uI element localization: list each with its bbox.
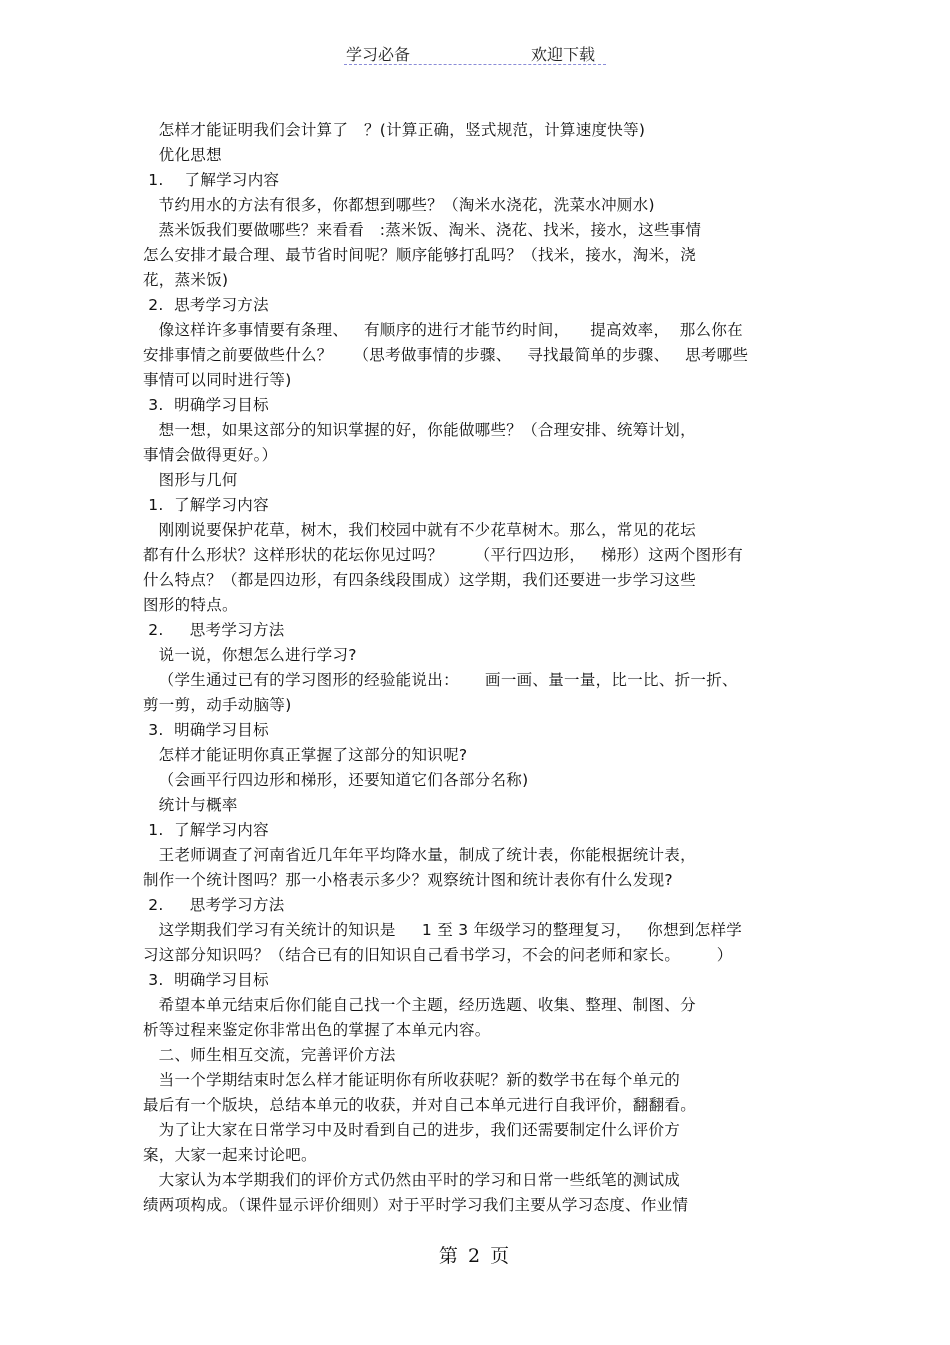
text-line: 都有什么形状？这样形状的花坛你见过吗？ （平行四边形， 梯形）这两个图形有 xyxy=(143,546,744,564)
text-line: 事情会做得更好。） xyxy=(143,446,278,464)
text-line: 案，大家一起来讨论吧。 xyxy=(143,1146,317,1164)
text-line: 析等过程来鉴定你非常出色的掌握了本单元内容。 xyxy=(143,1021,491,1039)
text-line: 王老师调查了河南省近几年年平均降水量，制成了统计表，你能根据统计表， xyxy=(143,846,696,864)
text-line: 大家认为本学期我们的评价方式仍然由平时的学习和日常一些纸笔的测试成 xyxy=(143,1171,681,1189)
text-line: 1. 了解学习内容 xyxy=(143,821,269,839)
text-line: 事情可以同时进行等) xyxy=(143,371,292,389)
text-line: 3. 明确学习目标 xyxy=(143,971,269,989)
text-line: 像这样许多事情要有条理、 有顺序的进行才能节约时间， 提高效率， 那么你在 xyxy=(143,321,743,339)
document-body xyxy=(143,118,813,1218)
text-line: 1. 了解学习内容 xyxy=(143,171,280,189)
text-line: 怎样才能证明我们会计算了 ？(计算正确，竖式规范，计算速度快等) xyxy=(143,121,646,139)
text-line: （会画平行四边形和梯形，还要知道它们各部分名称) xyxy=(143,771,529,789)
text-line: 绩两项构成。（课件显示评价细则）对于平时学习我们主要从学习态度、作业情 xyxy=(143,1196,689,1214)
text-line: 安排事情之前要做些什么？ （思考做事情的步骤、 寻找最简单的步骤、 思考哪些 xyxy=(143,346,749,364)
text-line: 想一想，如果这部分的知识掌握的好，你能做哪些？（合理安排、统筹计划， xyxy=(143,421,696,439)
text-line: 怎么安排才最合理、最节省时间呢？顺序能够打乱吗？（找米，接水，淘米，浇 xyxy=(143,246,697,264)
text-line: 怎样才能证明你真正掌握了这部分的知识呢? xyxy=(143,746,468,764)
text-line: 习这部分知识吗？（结合已有的旧知识自己看书学习，不会的问老师和家长。 ） xyxy=(143,946,733,964)
text-line: 这学期我们学习有关统计的知识是 1 至 3 年级学习的整理复习， 你想到怎样学 xyxy=(143,921,743,939)
text-line: 优化思想 xyxy=(143,146,222,164)
text-line: 2. 思考学习方法 xyxy=(143,621,285,639)
text-line: 图形的特点。 xyxy=(143,596,238,614)
text-line: 说一说，你想怎么进行学习? xyxy=(143,646,357,664)
text-line: 3. 明确学习目标 xyxy=(143,396,269,414)
text-line: 节约用水的方法有很多，你都想到哪些？（淘米水浇花，洗菜水冲厕水) xyxy=(143,196,655,214)
text-line: 刚刚说要保护花草，树木，我们校园中就有不少花草树木。那么，常见的花坛 xyxy=(143,521,696,539)
text-line: 花，蒸米饭) xyxy=(143,271,229,289)
page-header xyxy=(0,42,950,66)
text-line: 图形与几何 xyxy=(143,471,238,489)
text-line: 2. 思考学习方法 xyxy=(143,896,285,914)
text-line: 3. 明确学习目标 xyxy=(143,721,269,739)
text-line: 1. 了解学习内容 xyxy=(143,496,269,514)
text-line: 统计与概率 xyxy=(143,796,238,814)
header-left-text: 学习必备 xyxy=(346,45,411,64)
page-number: 第 2 页 xyxy=(438,1245,512,1267)
text-line: 蒸米饭我们要做哪些？来看看 :蒸米饭、淘米、浇花、找米，接水，这些事情 xyxy=(143,221,702,239)
text-line: 希望本单元结束后你们能自己找一个主题，经历选题、收集、整理、制图、分 xyxy=(143,996,696,1014)
text-line: 剪一剪，动手动脑等) xyxy=(143,696,292,714)
header-right-text: 欢迎下载 xyxy=(531,45,596,64)
text-line: 为了让大家在日常学习中及时看到自己的进步，我们还需要制定什么评价方 xyxy=(143,1121,681,1139)
text-line: 2. 思考学习方法 xyxy=(143,296,269,314)
text-line: 什么特点？（都是四边形，有四条线段围成）这学期，我们还要进一步学习这些 xyxy=(143,571,697,589)
text-line: （学生通过已有的学习图形的经验能说出： 画一画、量一量，比一比、折一折、 xyxy=(143,671,738,689)
text-line: 最后有一个版块，总结本单元的收获，并对自己本单元进行自我评价，翻翻看。 xyxy=(143,1096,697,1114)
text-line: 制作一个统计图吗？那一小格表示多少？观察统计图和统计表你有什么发现? xyxy=(143,871,673,889)
header-dashed-rule xyxy=(344,64,606,65)
text-line: 当一个学期结束时怎么样才能证明你有所收获呢？新的数学书在每个单元的 xyxy=(143,1071,681,1089)
text-line: 二、师生相互交流，完善评价方法 xyxy=(143,1046,396,1064)
